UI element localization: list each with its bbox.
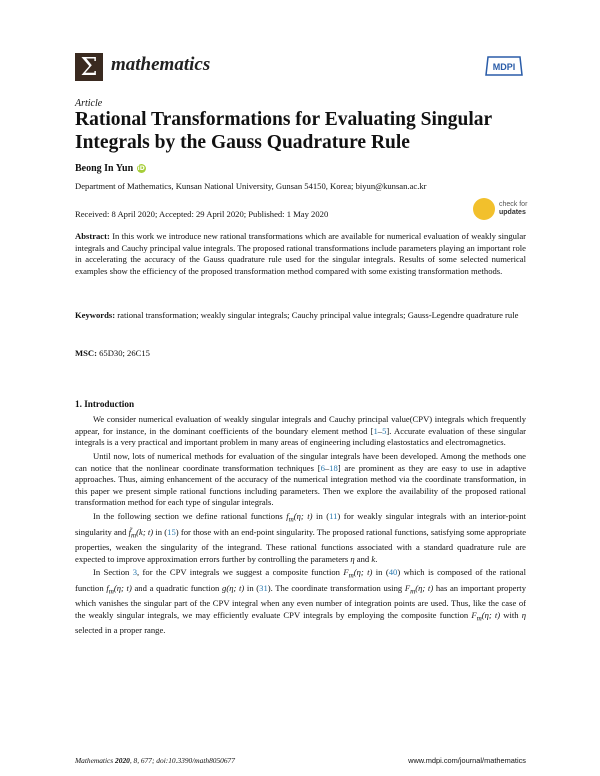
paragraph: We consider numerical evaluation of weakly singular integrals and Cauchy principal value(CPV) integrals which frequently appear, for instance, in the dominant coefficients of the boundary element method [1–5]. Accurate evaluation of these singular integrals is a very practical and important problem in many areas of engineering including elastostatics and electromagnetics. xyxy=(75,414,526,448)
math-symbol: η xyxy=(350,553,355,564)
journal-logo: Σ xyxy=(75,53,103,81)
footer-url[interactable]: www.mdpi.com/journal/mathematics xyxy=(408,756,526,765)
mdpi-logo xyxy=(484,55,524,77)
msc-label: MSC: xyxy=(75,348,97,358)
equation-link[interactable]: 31 xyxy=(259,582,268,593)
math-symbol: k xyxy=(371,553,376,564)
abstract-text: In this work we introduce new rational transformations which are available for numerical evaluation of weakly singular integrals and Cauchy principal value integrals. The proposed rational transformations include parameters playing an important role in accelerating the accuracy of the Gauss quadrature rule used for the singular integrals. Results of some selected numerical examples show the efficiency of the proposed transformation method compared with some existing transformation methods. xyxy=(75,231,526,276)
paragraph: In Section 3, for the CPV integrals we suggest a composite function $F_m(\eta$; t) in (40) which is composed of the rational function $f_m(\eta$; t) and a quadratic function g(η; t) in (31). The coordinate transformation using $F_m(\eta$; t) has an important property which vanishes the singular part of the CPV integral when any even number of integration points are used. Thus, like the case of the weakly singular integrals, we may efficiently evaluate CPV integrals by employing the composite function $F_m(\eta$; t) with η selected in a proper range. xyxy=(75,567,526,635)
math-expression: $f_m(\eta$; t) xyxy=(286,511,313,525)
equation-link[interactable]: 40 xyxy=(388,567,398,578)
mdpi-logo-text: MDPI xyxy=(492,62,516,72)
abstract-label: Abstract: xyxy=(75,231,110,241)
journal-name: mathematics xyxy=(111,54,211,75)
paragraph: In the following section we define rational functions $f_m(\eta$; t) in (11) for weakly singular integrals with an interior-point singularity and $f̃_m(k$; t) in (15) for those with an end-point singularity. The proposed rational functions, satisfying some appropriate properties, weaken the singularity of the integrand. These rational functions associated with a standard quadrature rule are expected to improve approximation errors further by controlling the parameters η and k. xyxy=(75,511,527,564)
keywords-label: Keywords: xyxy=(75,310,116,320)
footer-citation xyxy=(75,756,235,765)
math-expression: $F_m(\eta$; t) xyxy=(343,567,373,581)
equation-link[interactable]: 11 xyxy=(329,511,338,522)
section-heading: 1. Introduction xyxy=(75,399,135,409)
article-type: Article xyxy=(75,98,103,109)
check-updates-icon xyxy=(473,198,495,220)
keywords-text: rational transformation; weakly singular integrals; Cauchy principal value integrals; Gauss-Legendre quadrature rule xyxy=(117,310,519,320)
introduction-body xyxy=(75,414,526,639)
footer-year: 2020 xyxy=(115,756,130,765)
citation-link[interactable]: 5 xyxy=(382,425,387,436)
citation-link[interactable]: 6 xyxy=(320,462,325,473)
math-expression: g(η; t) xyxy=(222,582,245,593)
check-updates-text xyxy=(499,201,527,217)
footer-rest: , 8, 677; doi:10.3390/math8050677 xyxy=(129,756,235,765)
msc-text: 65D30; 26C15 xyxy=(99,348,150,358)
article-title: Rational Transformations for Evaluating Singular Integrals by the Gauss Quadrature Rule xyxy=(75,109,492,153)
math-expression: $f̃_m(k$; t) xyxy=(128,526,154,540)
paragraph: Until now, lots of numerical methods for evaluation of the singular integrals have been developed. Among the methods one can notice that the nonlinear coordinate transformation techniques [6–18] are prominent as they are easy to use in adaptive approaches. Thus, aiming enhancement of the accuracy of the numerical integration method via the coordinate transformation, in this paper we present simple rational functions including parameters. Then we explore the availability of the proposed rational transformation method for each type of singular integrals. xyxy=(75,451,527,508)
author-text: Beong In Yun xyxy=(75,163,134,174)
check-updates-line2: updates xyxy=(499,209,526,216)
equation-link[interactable]: 15 xyxy=(167,526,176,537)
math-expression: $F_m(\eta$; t) xyxy=(404,582,434,596)
affiliation: Department of Mathematics, Kunsan National University, Gunsan 54150, Korea; biyun@kunsan.ac.kr xyxy=(75,181,427,191)
section-link[interactable]: 3 xyxy=(132,567,138,578)
orcid-icon[interactable]: iD xyxy=(137,165,145,172)
math-expression: $f_m(\eta$; t) xyxy=(106,582,132,596)
publication-dates: Received: 8 April 2020; Accepted: 29 April 2020; Published: 1 May 2020 xyxy=(75,209,329,219)
footer-journal: Mathematics xyxy=(75,756,114,765)
citation-link[interactable]: 1 xyxy=(373,425,378,436)
keywords xyxy=(75,310,526,322)
math-expression: $F_m(\eta$; t) xyxy=(471,609,501,623)
citation-link[interactable]: 18 xyxy=(329,462,338,473)
math-symbol: η xyxy=(521,609,526,620)
check-for-updates-badge[interactable] xyxy=(473,198,533,222)
check-updates-line1: check for xyxy=(499,201,528,208)
author-name xyxy=(75,163,146,174)
abstract xyxy=(75,231,526,277)
msc xyxy=(75,348,526,360)
